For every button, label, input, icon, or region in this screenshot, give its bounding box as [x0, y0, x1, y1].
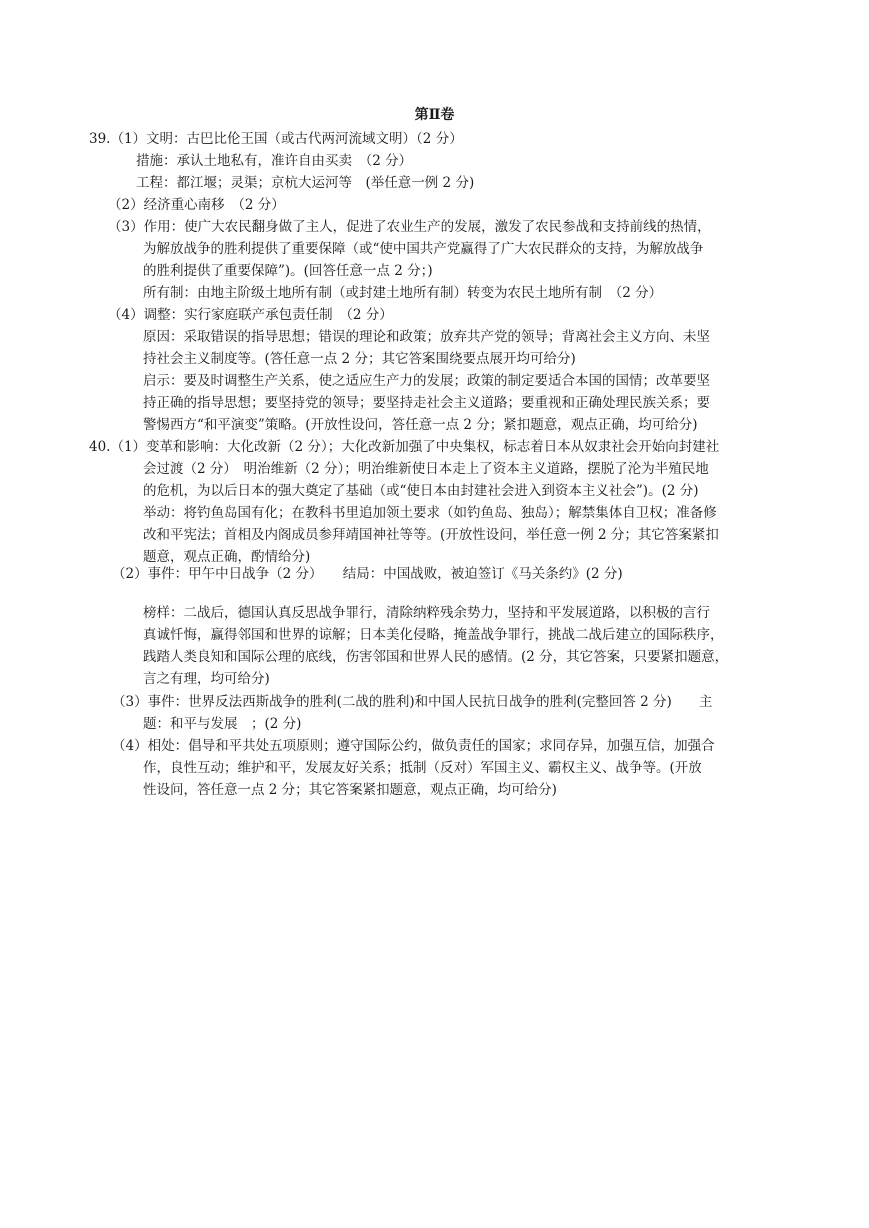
answer-line: 的胜利提供了重要保障”)。(回答任意一点 2 分；) [143, 263, 433, 279]
answer-line: （4）调整：实行家庭联产承包责任制 （2 分） [108, 307, 393, 323]
answer-line: 作，良性互动；维护和平，发展友好关系；抵制（反对）军国主义、霸权主义、战争等。(开放 [143, 760, 702, 776]
answer-line: 工程：都江堰；灵渠；京杭大运河等 (举任意一例 2 分) [136, 175, 475, 191]
answer-line: 题：和平与发展 ；(2 分) [143, 716, 302, 732]
answer-line: 举动：将钓鱼岛国有化；在教科书里追加领土要求（如钓鱼岛、独岛）；解禁集体自卫权；准备修 [143, 505, 717, 521]
answer-line: （2）经济重心南移 （2 分） [108, 197, 285, 213]
answer-line: 为解放战争的胜利提供了重要保障（或“使中国共产党赢得了广大农民群众的支持，为解放战争 [143, 241, 704, 257]
answer-line: （3）作用：使广大农民翻身做了主人，促进了农业生产的发展，激发了农民参战和支持前线的热情， [108, 219, 711, 235]
answer-line: 警惕西方“和平演变”策略。(开放性设问，答任意一点 2 分；紧扣题意，观点正确，均可给分) [143, 417, 698, 433]
answer-line: 会过渡（2 分） 明治维新（2 分）；明治维新使日本走上了资本主义道路，摆脱了沦为半殖民地 [143, 461, 709, 477]
answer-line: 39.（1）文明：古巴比伦王国（或古代两河流域文明）（2 分） [89, 131, 463, 147]
answer-line: 题意，观点正确，酌情给分) [143, 549, 311, 565]
answer-line: 的危机，为以后日本的强大奠定了基础（或“使日本由封建社会进入到资本主义社会”)。(2 分) [143, 483, 699, 499]
answer-line: 改和平宪法；首相及内阁成员参拜靖国神社等等。(开放性设问，举任意一例 2 分；其它答案紧扣 [143, 527, 719, 543]
answer-line: （2）事件：甲午中日战争（2 分） 结局：中国战败，被迫签订《马关条约》(2 分) [112, 566, 623, 582]
answer-line: 榜样：二战后，德国认真反思战争罪行，清除纳粹残余势力，坚持和平发展道路，以积极的言行 [143, 605, 710, 621]
answer-line: 践踏人类良知和国际公理的底线，伤害邻国和世界人民的感情。(2 分，其它答案，只要紧扣题意， [143, 649, 729, 665]
answer-line: 启示：要及时调整生产关系，使之适应生产力的发展；政策的制定要适合本国的国情；改革要坚 [143, 373, 710, 389]
answer-line: 原因：采取错误的指导思想；错误的理论和政策；放弃共产党的领导；背离社会主义方向、未坚 [143, 329, 710, 345]
answer-line: 言之有理，均可给分) [143, 671, 270, 687]
answer-line: 所有制：由地主阶级土地所有制（或封建土地所有制）转变为农民土地所有制 （2 分） [143, 285, 663, 301]
answer-line: 真诚忏悔，赢得邻国和世界的谅解；日本美化侵略，掩盖战争罪行，挑战二战后建立的国际秩序， [143, 627, 724, 643]
answer-line: （4）相处：倡导和平共处五项原则；遵守国际公约，做负责任的国家；求同存异，加强互信，加强合 [112, 738, 715, 754]
answer-line: 性设问，答任意一点 2 分；其它答案紧扣题意，观点正确，均可给分) [143, 782, 557, 798]
answer-line: 措施：承认土地私有，准许自由买卖 （2 分） [136, 153, 413, 169]
section-title: 第Ⅱ卷 [414, 107, 455, 123]
answer-line: （3）事件：世界反法西斯战争的胜利(二战的胜利)和中国人民抗日战争的胜利(完整回答 2 分) 主 [112, 694, 713, 710]
answer-line: 持正确的指导思想；要坚持党的领导；要坚持走社会主义道路；要重视和正确处理民族关系；要 [143, 395, 710, 411]
answer-line: 40.（1）变革和影响：大化改新（2 分）；大化改新加强了中央集权，标志着日本从奴隶社会开始向封建社 [89, 439, 720, 455]
answer-line: 持社会主义制度等。(答任意一点 2 分；其它答案围绕要点展开均可给分) [143, 351, 576, 367]
